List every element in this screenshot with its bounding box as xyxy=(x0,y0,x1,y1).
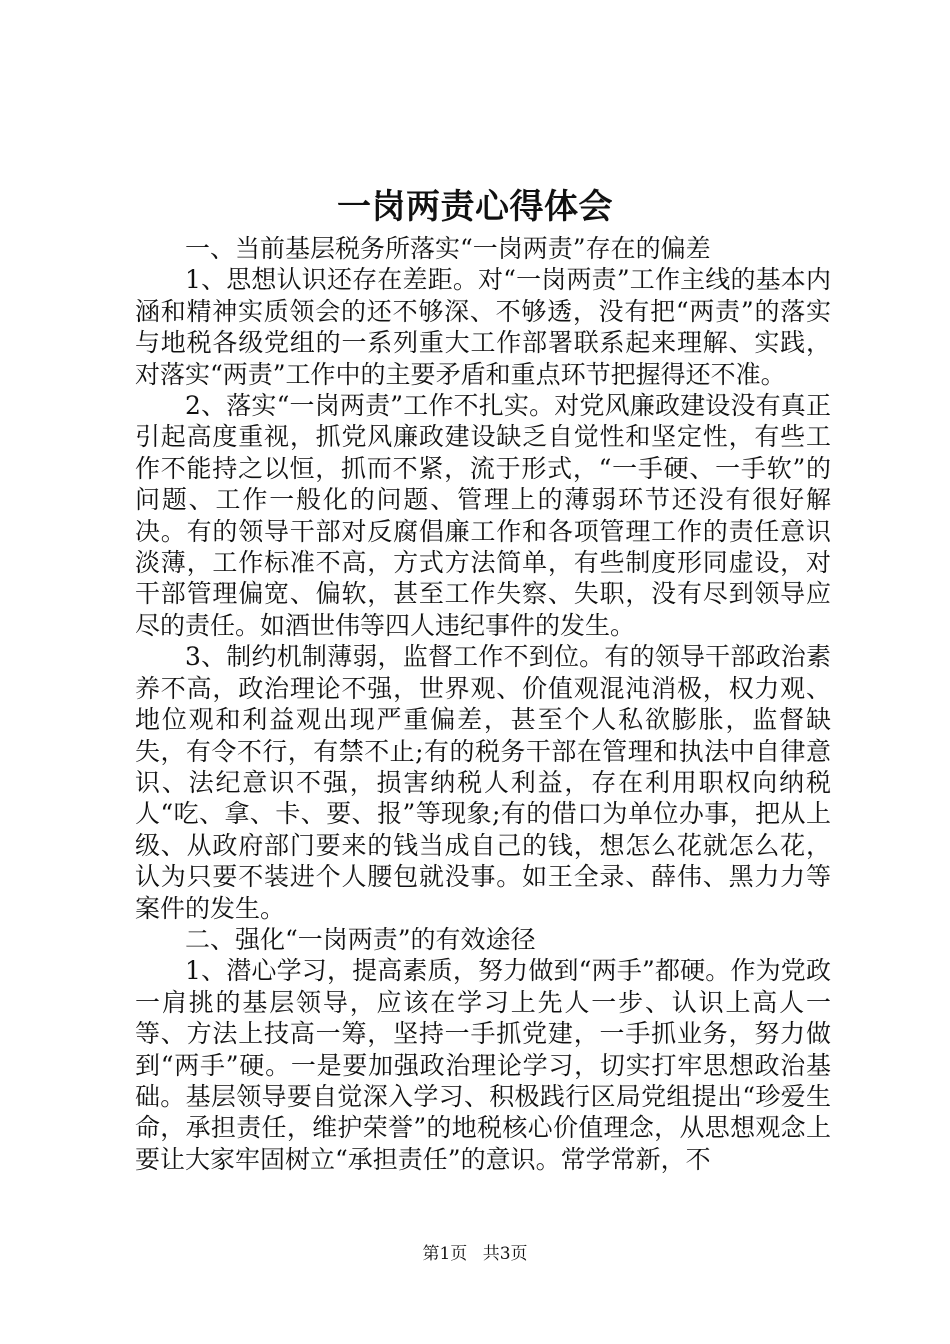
document-title: 一岗两责心得体会 xyxy=(337,187,613,227)
section-heading: 二、强化“一岗两责”的有效途径 xyxy=(185,924,536,954)
paragraph: 1、思想认识还存在差距。对“一岗两责”工作主线的基本内涵和精神实质领会的还不够深、不够透，没有把“两责”的落实与地税各级党组的一系列重大工作部署联系起来理解、实践，对落实“两责”工作中的主要矛盾和重点环节把握得还不准。 xyxy=(135,265,831,389)
page-footer xyxy=(0,1243,950,1265)
section-heading: 一、当前基层税务所落实“一岗两责”存在的偏差 xyxy=(185,234,711,263)
document-body xyxy=(135,233,831,1175)
page-total: 共3页 xyxy=(482,1244,528,1264)
paragraph: 1、潜心学习，提高素质，努力做到“两手”都硬。作为党政一肩挑的基层领导，应该在学习上先人一步、认识上高人一等、方法上技高一筹，坚持一手抓党建，一手抓业务，努力做到“两手”硬。一是要加强政治理论学习，切实打牢思想政治基础。基层领导要自觉深入学习、积极践行区局党组提出“珍爱生命，承担责任，维护荣誉”的地税核心价值理念，从思想观念上要让大家牢固树立“承担责任”的意识。常学常新，不 xyxy=(135,956,831,1174)
paragraph: 2、落实“一岗两责”工作不扎实。对党风廉政建设没有真正引起高度重视，抓党风廉政建设缺乏自觉性和坚定性，有些工作不能持之以恒，抓而不紧，流于形式，“一手硬、一手软”的问题、工作一般化的问题、管理上的薄弱环节还没有很好解决。有的领导干部对反腐倡廉工作和各项管理工作的责任意识淡薄，工作标准不高，方式方法简单，有些制度形同虚设，对干部管理偏宽、偏软，甚至工作失察、失职，没有尽到领导应尽的责任。如酒世伟等四人违纪事件的发生。 xyxy=(135,391,831,640)
page-number: 第1页 xyxy=(422,1244,468,1264)
paragraph: 3、制约机制薄弱，监督工作不到位。有的领导干部政治素养不高，政治理论不强，世界观、价值观混沌消极，权力观、地位观和利益观出现严重偏差，甚至个人私欲膨胀，监督缺失，有令不行，有禁不止;有的税务干部在管理和执法中自律意识、法纪意识不强，损害纳税人利益，存在利用职权向纳税人“吃、拿、卡、要、报”等现象;有的借口为单位办事，把从上级、从政府部门要来的钱当成自己的钱，想怎么花就怎么花，认为只要不装进个人腰包就没事。如王全录、薛伟、黑力力等案件的发生。 xyxy=(135,642,831,923)
